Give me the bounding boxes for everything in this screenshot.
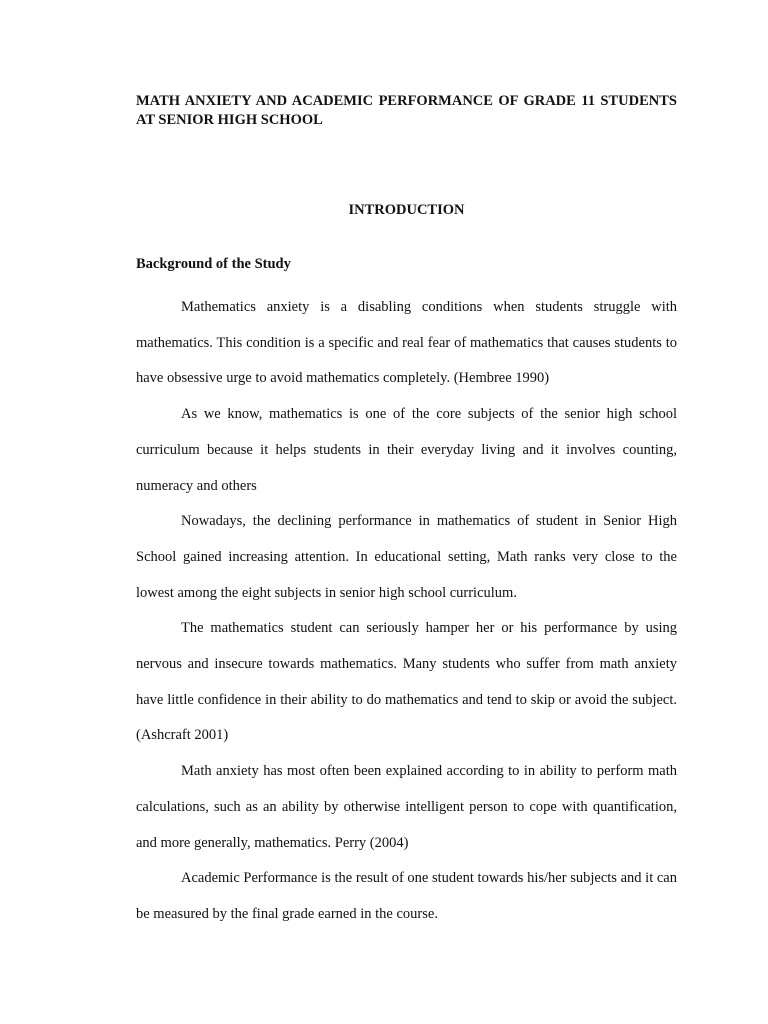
page-content <box>136 92 677 922</box>
document-title: MATH ANXIETY AND ACADEMIC PERFORMANCE OF GRADE 11 STUDENTS AT SENIOR HIGH SCHOOL <box>136 93 677 128</box>
paragraph: Nowadays, the declining performance in mathematics of student in Senior High School gained increasing attention. In educational setting, Math ranks very close to the lowest among the eight subjects in senior high school curriculum. <box>136 513 677 601</box>
paragraph: Academic Performance is the result of one student towards his/her subjects and it can be measured by the final grade earned in the course. <box>136 870 677 922</box>
paragraph: Math anxiety has most often been explained according to in ability to perform math calculations, such as an ability by otherwise intelligent person to cope with quantification, and more generally, mathematics. Perry (2004) <box>136 763 677 851</box>
paragraph: The mathematics student can seriously hamper her or his performance by using nervous and insecure towards mathematics. Many students who suffer from math anxiety have little confidence in their ability to do mathematics and tend to skip or avoid the subject. (Ashcraft 2001) <box>136 620 677 744</box>
body-text <box>136 290 677 933</box>
sub-heading-background: Background of the Study <box>136 256 291 272</box>
paragraph: As we know, mathematics is one of the core subjects of the senior high school curriculum because it helps students in their everyday living and it involves counting, numeracy and others <box>136 406 677 494</box>
section-heading-introduction: INTRODUCTION <box>348 202 465 218</box>
paragraph: Mathematics anxiety is a disabling conditions when students struggle with mathematics. This condition is a specific and real fear of mathematics that causes students to have obsessive urge to avoid mathematics completely. (Hembree 1990) <box>136 299 677 387</box>
